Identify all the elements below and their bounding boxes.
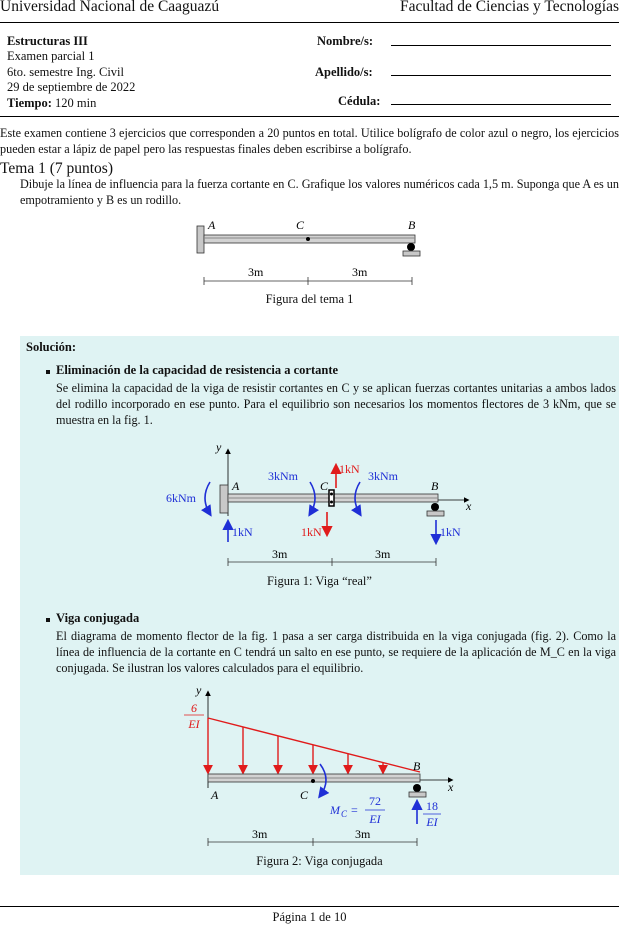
axis-y-label: y [216, 440, 222, 454]
moment-A-arrow [205, 482, 210, 514]
mc-subscript: C [341, 809, 348, 819]
dim-right: 3m [375, 547, 391, 561]
figure1 [160, 438, 480, 580]
label-C: C [320, 479, 329, 493]
axis-x-label: x [448, 780, 454, 794]
nombre-label: Nombre/s: [317, 34, 374, 48]
force-A-label: 1kN [232, 525, 253, 539]
point-C [311, 779, 315, 783]
load-denominator: EI [188, 717, 200, 731]
rb-denominator: EI [426, 815, 438, 829]
roller-B [407, 243, 415, 251]
header-rule [0, 22, 619, 23]
fixed-support-A [220, 485, 228, 513]
dim-right: 3m [352, 265, 368, 279]
exam-info [7, 34, 135, 111]
axis-x-label: x [466, 499, 472, 513]
moment-C-left-label: 3kNm [268, 469, 298, 483]
force-B-label: 1kN [440, 525, 461, 539]
label-A: A [211, 788, 219, 802]
footer-rule [0, 906, 619, 907]
semester: 6to. semestre Ing. Civil [7, 64, 124, 79]
bullet-1 [46, 370, 50, 374]
label-C: C [300, 788, 309, 802]
dim-right: 3m [355, 827, 371, 841]
tema1-heading: Tema 1 (7 puntos) [0, 160, 113, 177]
dim-left: 3m [272, 547, 288, 561]
tema1-statement: Dibuje la línea de influencia para la fuerza cortante en C. Grafique los valores numéricos cada 1,5 m. Suponga que A es un empotramiento y B es un rodillo. [20, 177, 619, 208]
course-name: Estructuras III [7, 34, 88, 48]
roller-B [413, 784, 421, 792]
rb-numerator: 18 [426, 799, 438, 813]
roller-base [403, 251, 420, 256]
figure2-caption: Figura 2: Viga conjugada [256, 854, 383, 868]
label-B: B [413, 759, 421, 773]
exam-date: 29 de septiembre de 2022 [7, 80, 136, 95]
apellido-label: Apellido/s: [315, 65, 373, 79]
roller-base [409, 792, 426, 797]
section2-title: Viga conjugada [56, 611, 140, 625]
mc-symbol: M [330, 803, 340, 817]
label-C: C [296, 218, 305, 232]
mc-numerator: 72 [369, 794, 381, 808]
load-numerator: 6 [191, 701, 197, 715]
cedula-field[interactable] [391, 104, 611, 105]
tema1-caption: Figura del tema 1 [265, 292, 354, 306]
shear-release-C [329, 490, 334, 506]
point-C [306, 237, 310, 241]
mc-equals: = [351, 803, 358, 817]
force-C-down-label: 1kN [301, 525, 322, 539]
mc-denominator: EI [369, 812, 381, 826]
faculty-name: Facultad de Ciencias y Tecnologías [399, 0, 619, 15]
moment-C-right-label: 3kNm [368, 469, 398, 483]
university-name: Universidad Nacional de Caaguazú [0, 0, 220, 15]
fixed-support-A [197, 226, 204, 253]
exam-time: Tiempo: 120 min [7, 95, 97, 110]
roller-B [431, 503, 439, 511]
dim-left: 3m [248, 265, 264, 279]
figure2 [180, 684, 460, 854]
moment-A-label: 6kNm [166, 491, 196, 505]
dim-left: 3m [252, 827, 268, 841]
exam-intro: Este examen contiene 3 ejercicios que corresponden a 20 puntos en total. Utilice bolígrafo de color azul o negro, los ejercicios pueden estar a lápiz de papel pero las respuestas finales deben escribirse a bolígrafo. [0, 126, 619, 157]
load-line [208, 718, 420, 772]
section1-text: Se elimina la capacidad de la viga de resistir cortantes en C y se aplican fuerzas cortantes unitarias a ambos lados del rodillo incorporado en ese punto. Para el equilibrio son necesarios los momentos flectores de 3 kNm, que se muestra en la fig. 1. [56, 381, 616, 428]
label-A: A [208, 218, 216, 232]
force-C-up-label: 1kN [339, 462, 360, 476]
label-B: B [431, 479, 439, 493]
label-A: A [232, 479, 240, 493]
nombre-field[interactable] [391, 45, 611, 46]
section1-title: Eliminación de la capacidad de resistencia a cortante [56, 363, 339, 377]
label-B: B [408, 218, 416, 232]
apellido-field[interactable] [391, 75, 611, 76]
roller-base [427, 511, 444, 516]
figure1-caption: Figura 1: Viga “real” [267, 574, 372, 588]
info-rule [0, 116, 619, 117]
cedula-label: Cédula: [338, 94, 381, 108]
bullet-2 [46, 618, 50, 622]
section2-text: El diagrama de momento flector de la fig. 1 pasa a ser carga distribuida en la viga conjugada (fig. 2). Como la línea de influencia de la cortante en C tendrá un salto en ese punto, se requiere de la aplicación de M_C en la viga conjugada. Se ilustran los valores calculados para el equilibrio. [56, 629, 616, 676]
exam-name: Examen parcial 1 [7, 49, 95, 64]
solution-heading: Solución: [26, 340, 77, 354]
axis-y-label: y [196, 684, 202, 697]
page-number: Página 1 de 10 [272, 910, 347, 924]
